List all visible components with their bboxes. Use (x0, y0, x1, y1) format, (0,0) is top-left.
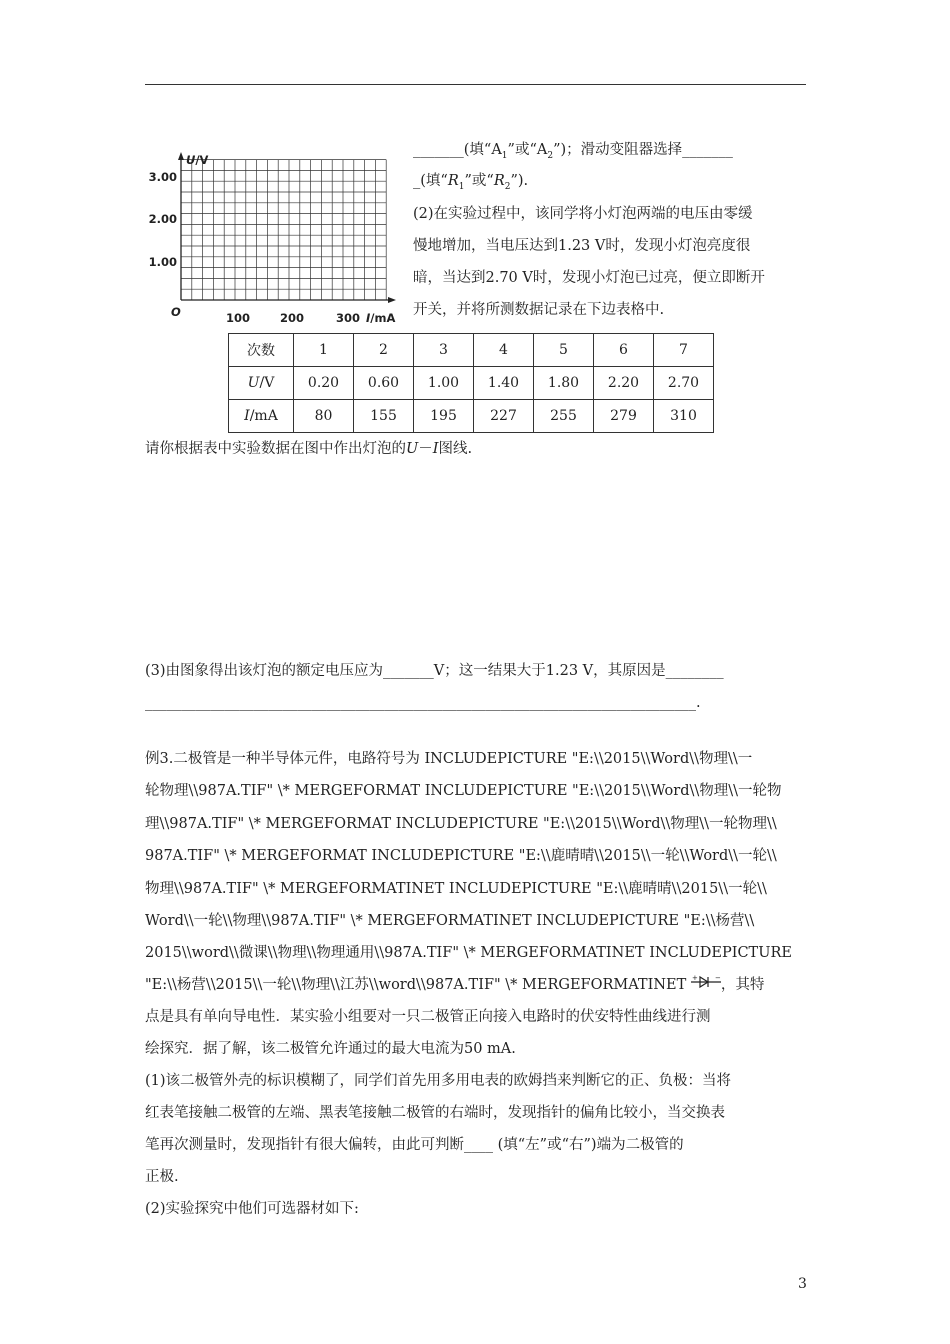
instruction-line: 请你根据表中实验数据在图中作出灯泡的U－I图线. (145, 441, 473, 457)
table-cell: 1.00 (414, 367, 474, 400)
example3-line-1: 例3.二极管是一种半导体元件，电路符号为 INCLUDEPICTURE "E:\\2015\\Word\\物理\\一 (145, 751, 753, 767)
question-3-line-2: ____________________________________________________________________________. (145, 695, 701, 711)
x-axis-arrow (388, 297, 396, 303)
text-line-3: (2)在实验过程中，该同学将小灯泡两端的电压由零缓 (413, 206, 753, 222)
y-tick-label: 1.00 (148, 255, 177, 269)
example3-line-5: 物理\\987A.TIF" \* MERGEFORMATINET INCLUDEPICTURE "E:\\鹿晴晴\\2015\\一轮\\ (145, 881, 767, 897)
example3-line-4: 987A.TIF" \* MERGEFORMAT INCLUDEPICTURE "E:\\鹿晴晴\\2015\\一轮\\Word\\一轮\\ (145, 848, 777, 864)
table-cell: 3 (414, 334, 474, 367)
table-header: U/V (229, 367, 294, 400)
question-3-line-1: (3)由图象得出该灯泡的额定电压应为_______V；这一结果大于1.23 V，其原因是________ (145, 663, 724, 679)
example3-line-8: "E:\\杨营\\2015\\一轮\\物理\\江苏\\word\\987A.TIF" \* MERGEFORMATINET + − ，其特 (145, 975, 765, 993)
table-row (229, 367, 714, 400)
text-line-6: 开关，并将所测数据记录在下边表格中. (413, 302, 665, 318)
table-cell: 195 (414, 400, 474, 433)
table-cell: 155 (354, 400, 414, 433)
table-header: I/mA (229, 400, 294, 433)
example3-line-3: 理\\987A.TIF" \* MERGEFORMAT INCLUDEPICTURE "E:\\2015\\Word\\物理\\一轮物理\\ (145, 816, 777, 832)
table-header: 次数 (229, 334, 294, 367)
table-cell: 310 (654, 400, 714, 433)
y-axis-label: U/V (186, 153, 209, 167)
diode-symbol-icon (691, 975, 721, 995)
text-line-4: 慢地增加，当电压达到1.23 V时，发现小灯泡亮度很 (413, 238, 751, 254)
x-tick-label: 100 (225, 311, 251, 325)
example3-line-14: 正极. (145, 1169, 179, 1185)
page-number: 3 (798, 1276, 807, 1292)
table-cell: 5 (534, 334, 594, 367)
example3-line-11: (1)该二极管外壳的标识模糊了，同学们首先用多用电表的欧姆挡来判断它的正、负极：当将 (145, 1073, 732, 1089)
y-axis-arrow (178, 152, 184, 160)
example3-line-9: 点是具有单向导电性．某实验小组要对一只二极管正向接入电路时的伏安特性曲线进行测 (145, 1009, 711, 1025)
y-tick-label: 2.00 (148, 212, 177, 226)
example3-line-10: 绘探究．据了解，该二极管允许通过的最大电流为50 mA. (145, 1041, 516, 1057)
x-axis-label: I/mA (366, 311, 396, 325)
data-table (228, 333, 714, 433)
example3-line-15: (2)实验探究中他们可选器材如下: (145, 1201, 359, 1217)
grid-lines (181, 160, 386, 300)
x-tick-label: 300 (335, 311, 361, 325)
table-cell: 227 (474, 400, 534, 433)
ui-grid-figure (150, 150, 410, 325)
y-tick-label: 3.00 (148, 170, 177, 184)
text-line-2: _(填“$R_1$”或“$R_2$”). (413, 173, 529, 192)
svg-text:+: + (691, 975, 698, 982)
table-cell: 4 (474, 334, 534, 367)
text-line-5: 暗，当达到2.70 V时，发现小灯泡已过亮，便立即断开 (413, 270, 765, 286)
table-cell: 279 (594, 400, 654, 433)
grid-svg (150, 150, 410, 325)
table-cell: 2 (354, 334, 414, 367)
table-row (229, 334, 714, 367)
example3-line-2: 轮物理\\987A.TIF" \* MERGEFORMAT INCLUDEPICTURE "E:\\2015\\Word\\物理\\一轮物 (145, 783, 782, 799)
table-cell: 0.20 (294, 367, 354, 400)
table-cell: 1 (294, 334, 354, 367)
table-row (229, 400, 714, 433)
example3-line-12: 红表笔接触二极管的左端、黑表笔接触二极管的右端时，发现指针的偏角比较小，当交换表 (145, 1105, 725, 1121)
table-cell: 0.60 (354, 367, 414, 400)
origin-label: O (171, 305, 181, 319)
table-cell: 1.80 (534, 367, 594, 400)
example3-line-13: 笔再次测量时，发现指针有很大偏转，由此可判断____ (填“左”或“右”)端为二极管的 (145, 1137, 684, 1153)
example3-line-6: Word\\一轮\\物理\\987A.TIF" \* MERGEFORMATINET INCLUDEPICTURE "E:\\杨营\\ (145, 913, 755, 929)
text-line-1: _______(填“$A_1$”或“$A_2$”)；滑动变阻器选择_______ (413, 142, 733, 161)
table-cell: 255 (534, 400, 594, 433)
table-cell: 7 (654, 334, 714, 367)
header-rule (145, 84, 806, 85)
x-tick-label: 200 (279, 311, 305, 325)
table-cell: 2.20 (594, 367, 654, 400)
table-cell: 2.70 (654, 367, 714, 400)
table-cell: 1.40 (474, 367, 534, 400)
svg-text:−: − (714, 975, 721, 982)
table-cell: 6 (594, 334, 654, 367)
example3-line-7: 2015\\word\\微课\\物理\\物理通用\\987A.TIF" \* MERGEFORMATINET INCLUDEPICTURE (145, 945, 792, 961)
table-cell: 80 (294, 400, 354, 433)
